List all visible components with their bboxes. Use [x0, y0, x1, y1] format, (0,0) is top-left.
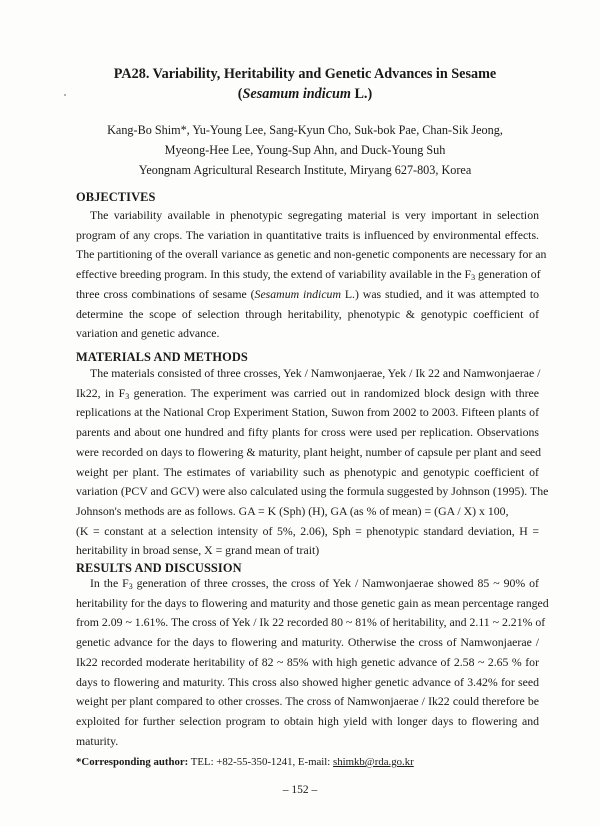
paper-title: [60, 64, 550, 104]
scientific-name: Sesamum indicum: [242, 86, 351, 102]
scientific-name: Sesamum indicum: [254, 286, 341, 301]
methods-heading: MATERIALS AND METHODS: [76, 350, 248, 364]
results-paragraph: In the $F_3$ generation of three crosses, the cross of Yek / Namwonjaerae showed 85 ~ 90% of heritability for the days to flowering and maturity and those genetic gain as mean percentage ranged from 2.09 ~ 1.61%. The cross of Yek / Ik 22 recorded 80 ~ 81% of heritability, and 2.11 ~ 2.21% of genetic advance for the days to flowering and maturity. Otherwise the cross of Namwonjaerae / Ik22 recorded moderate heritability of 82 ~ 85% with high genetic advance of 2.58 ~ 2.65 % for days to flowering and maturity. This cross also showed higher genetic advance of 3.42% for seed weight per plant compared to other crosses. The cross of Namwonjaerae / Ik22 could therefore be exploited for further selection program to obtain high yield with longer days to flowering and maturity.: [76, 576, 549, 748]
corresponding-author-footnote: *Corresponding author: TEL: +82-55-350-1241, E-mail: shimkb@rda.go.kr: [76, 756, 414, 768]
methods-paragraph: The materials consisted of three crosses, Yek / Namwonjaerae, Yek / Ik 22 and Namwonjaerae / Ik22, in $F_3$ generation. The experiment was carried out in randomized block design with three replications at the National Crop Experiment Station, Suwon from 2002 to 2003. Fifteen plants of parents and about one hundred and fifty plants for cross were used per replication. Observations were recorded on days to flowering & maturity, plant height, number of capsule per plant and seed weight per plant. The estimates of variability such as phenotypic and genotypic coefficient of variation (PCV and GCV) were also calculated using the formula suggested by Johnson (1995). The Johnson's methods are as follows. GA = K (Sph) (H), GA (as % of mean) = (GA / X) x 100, (K = constant at a selection intensity of 5%, 2.06), Sph = phenotypic standard deviation, H = heritability in broad sense, X = grand mean of trait): [76, 366, 549, 558]
affiliation: Yeongnam Agricultural Research Institute, Miryang 627-803, Korea: [138, 163, 472, 177]
results-heading: RESULTS AND DISCUSSION: [76, 561, 242, 575]
author-line-1: Kang-Bo Shim*, Yu-Young Lee, Sang-Kyun Cho, Suk-bok Pae, Chan-Sik Jeong,: [107, 123, 503, 137]
email-link[interactable]: shimkb@rda.go.kr: [333, 756, 414, 768]
objectives-paragraph: The variability available in phenotypic segregating material is very important in selection program of any crops. The variation in quantitative traits is influenced by environmental effects. The partitioning of the overall variance as genetic and non-genetic components are necessary for an effective breeding program. In this study, the extend of variability available in the $F_3$ generation of three cross combinations of sesame (Sesamum indicum L.) was studied, and it was attempted to determine the scope of selection through heritability, phenotypic & genotypic coefficient of variation and genetic advance.: [76, 208, 547, 341]
title-line-2: (Sesamum indicum L.): [237, 86, 373, 102]
author-block: [60, 120, 550, 180]
author-line-2: Myeong-Hee Lee, Young-Sup Ahn, and Duck-Young Suh: [164, 143, 446, 157]
objectives-heading: OBJECTIVES: [76, 190, 156, 204]
title-line-1: PA28. Variability, Heritability and Genetic Advances in Sesame: [113, 66, 497, 82]
page-number: – 152 –: [282, 784, 318, 796]
